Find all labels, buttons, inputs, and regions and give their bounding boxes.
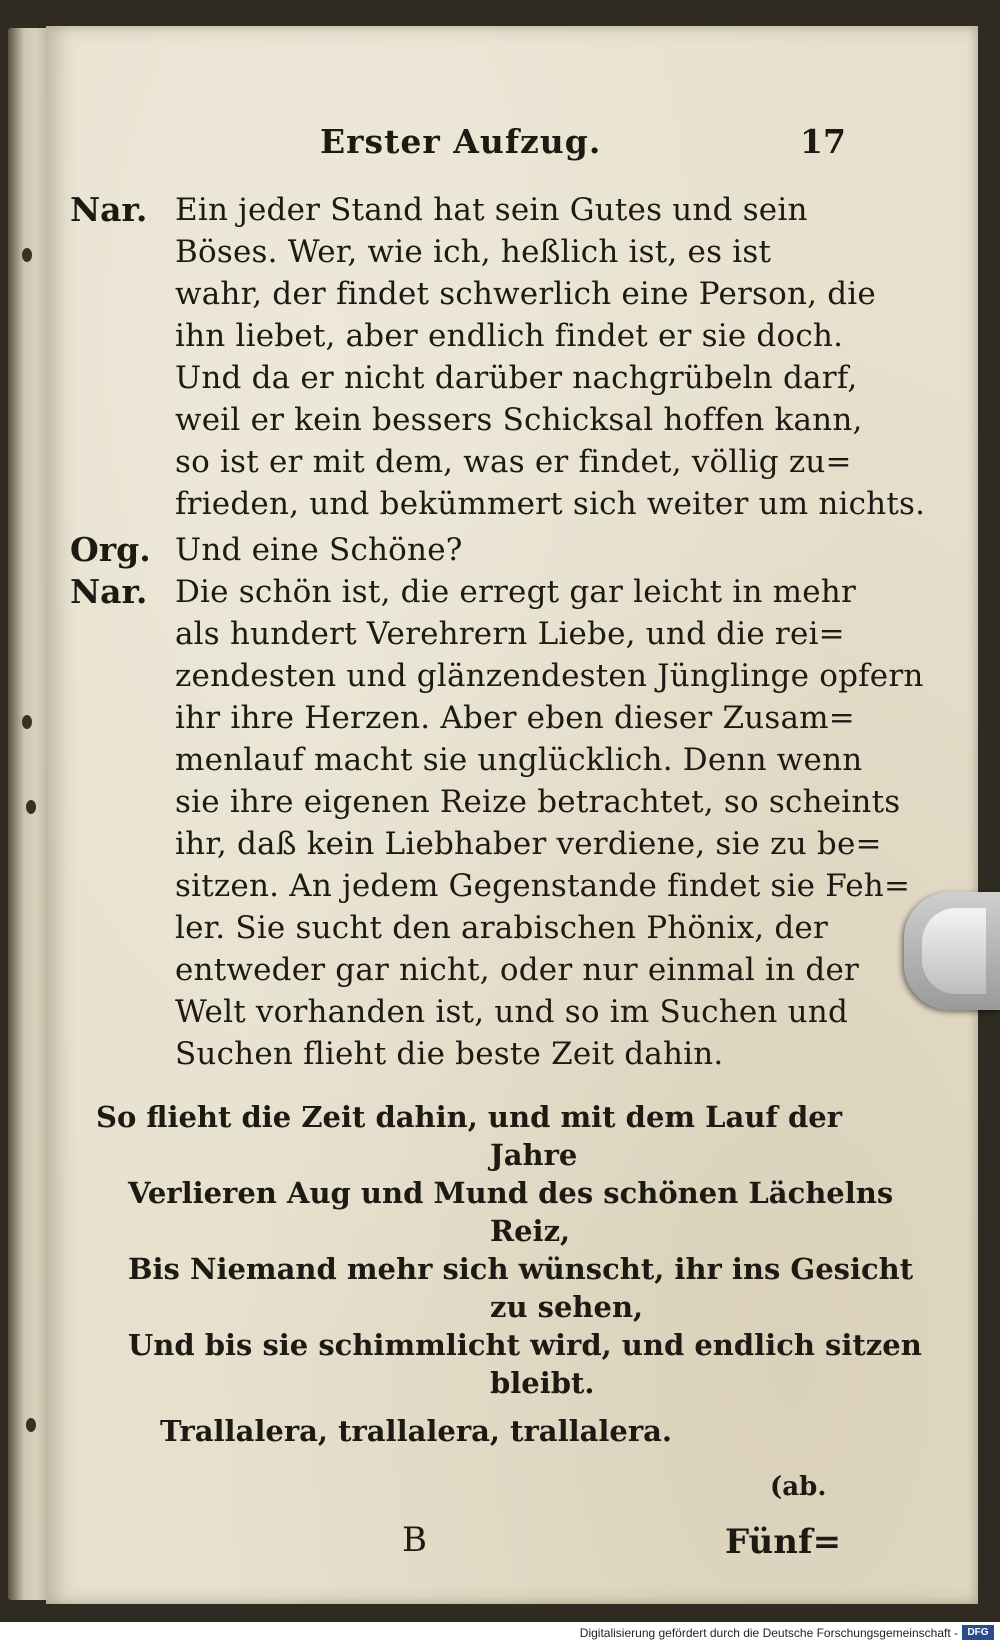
- verse-line: Bis Niemand mehr sich wünscht, ihr ins Gesicht: [128, 1252, 914, 1286]
- verse-line: Und bis sie schimmlicht wird, und endlich sitzen: [128, 1328, 922, 1362]
- page-number: 17: [800, 122, 846, 161]
- digitization-credit: Digitalisierung gefördert durch die Deutsche Forschungsgemeinschaft -: [579, 1626, 958, 1640]
- speaker-label: Org.: [70, 530, 151, 569]
- speaker-label: Nar.: [70, 190, 148, 229]
- dialogue-line: Suchen flieht die beste Zeit dahin.: [175, 1036, 724, 1072]
- dialogue-line: Ein jeder Stand hat sein Gutes und sein: [175, 192, 808, 228]
- dialogue-line: sie ihre eigenen Reize betrachtet, so scheints: [175, 784, 901, 820]
- dfg-logo: DFG: [962, 1625, 994, 1640]
- binding-hole: [26, 800, 36, 814]
- dialogue-line: ler. Sie sucht den arabischen Phönix, der: [175, 910, 828, 946]
- refrain-line: Trallalera, trallalera, trallalera.: [160, 1414, 673, 1448]
- verse-continuation: bleibt.: [490, 1366, 595, 1400]
- page-clip-tab: [904, 892, 1000, 1010]
- catchword: Fünf=: [725, 1522, 842, 1562]
- dialogue-line: frieden, und bekümmert sich weiter um nichts.: [175, 486, 926, 522]
- verse-continuation: Reiz,: [490, 1214, 571, 1248]
- verse-line: Verlieren Aug und Mund des schönen Lächelns: [128, 1176, 894, 1210]
- dialogue-line: weil er kein bessers Schicksal hoffen kann,: [175, 402, 863, 438]
- dialogue-line: Und da er nicht darüber nachgrübeln darf,: [175, 360, 858, 396]
- dialogue-line: sitzen. An jedem Gegenstande findet sie Feh=: [175, 868, 911, 904]
- dialogue-line: entweder gar nicht, oder nur einmal in der: [175, 952, 860, 988]
- dialogue-line: Und eine Schöne?: [175, 532, 463, 568]
- dialogue-line: zendesten und glänzendesten Jünglinge opfern: [175, 658, 924, 694]
- speaker-label: Nar.: [70, 572, 148, 611]
- dialogue-line: ihr ihre Herzen. Aber eben dieser Zusam=: [175, 700, 855, 736]
- dialogue-line: Die schön ist, die erregt gar leicht in mehr: [175, 574, 856, 610]
- stage-note: (ab.: [770, 1472, 827, 1502]
- dialogue-line: ihn liebet, aber endlich findet er sie doch.: [175, 318, 844, 354]
- running-title: Erster Aufzug.: [320, 122, 602, 161]
- verse-continuation: zu sehen,: [490, 1290, 644, 1324]
- dialogue-line: so ist er mit dem, was er findet, völlig zu=: [175, 444, 852, 480]
- dialogue-line: Welt vorhanden ist, und so im Suchen und: [175, 994, 849, 1030]
- verse-continuation: Jahre: [490, 1138, 578, 1172]
- binding-hole: [22, 248, 32, 262]
- dialogue-line: menlauf macht sie unglücklich. Denn wenn: [175, 742, 863, 778]
- signature-mark: B: [402, 1520, 427, 1560]
- verse-line: So flieht die Zeit dahin, und mit dem Lauf der: [96, 1100, 843, 1134]
- binding-hole: [26, 1418, 36, 1432]
- dialogue-line: Böses. Wer, wie ich, heßlich ist, es ist: [175, 234, 772, 270]
- dialogue-line: wahr, der findet schwerlich eine Person, die: [175, 276, 876, 312]
- dialogue-line: ihr, daß kein Liebhaber verdiene, sie zu be=: [175, 826, 882, 862]
- binding-hole: [22, 715, 32, 729]
- dialogue-line: als hundert Verehrern Liebe, und die rei=: [175, 616, 845, 652]
